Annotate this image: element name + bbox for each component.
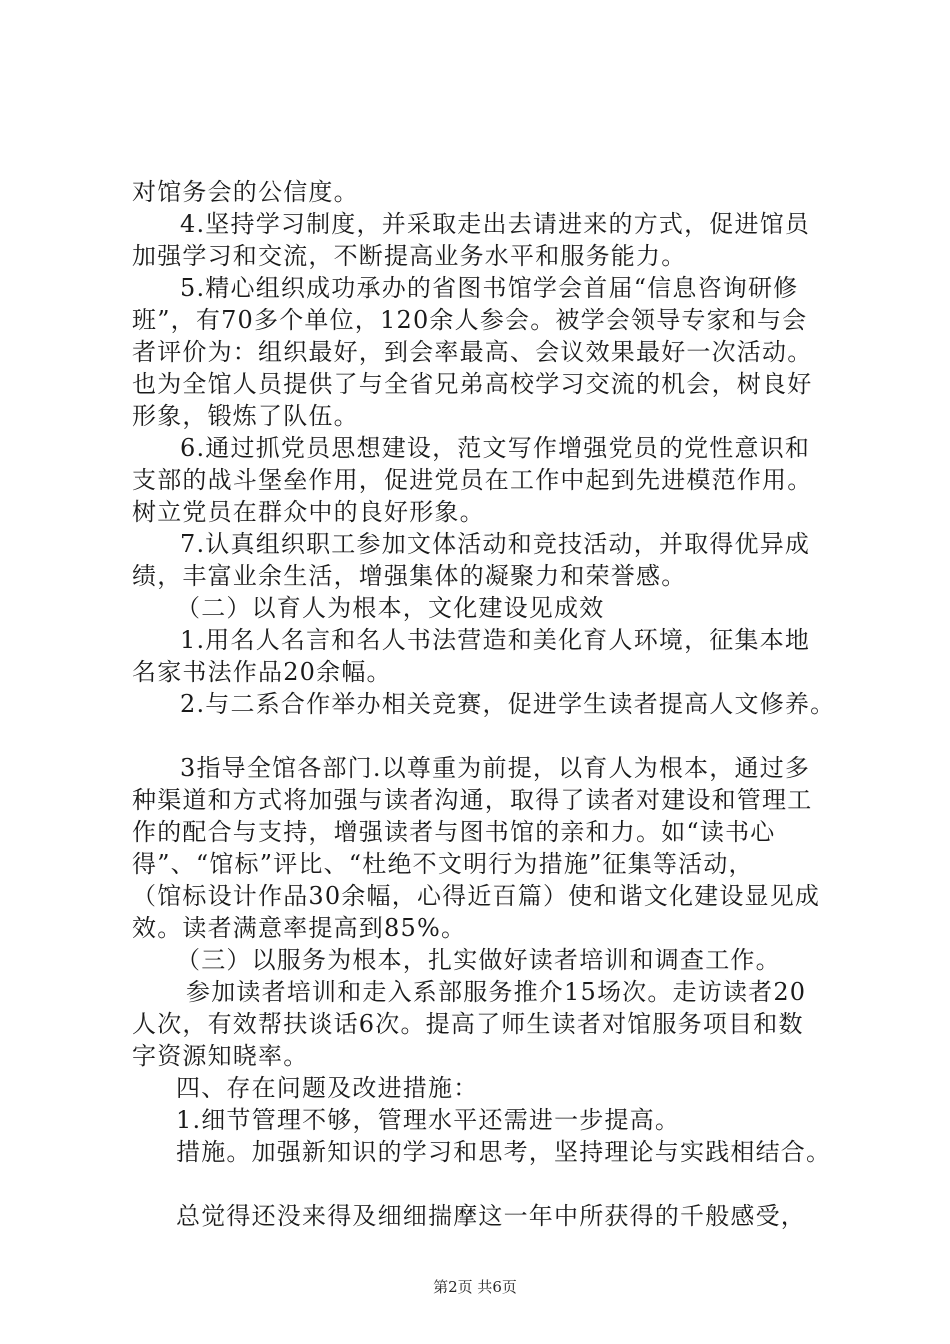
text-line: 班”，有70多个单位，120余人参会。被学会领导专家和与会	[132, 306, 808, 334]
text-line: 人次，有效帮扶谈话6次。提高了师生读者对馆服务项目和数	[132, 1010, 804, 1038]
text-line: 参加读者培训和走入系部服务推介15场次。走访读者20	[186, 978, 807, 1006]
text-line: 1.细节管理不够，管理水平还需进一步提高。	[176, 1106, 681, 1134]
text-line: 支部的战斗堡垒作用，促进党员在工作中起到先进模范作用。	[132, 466, 813, 494]
text-line: 1.用名人名言和名人书法营造和美化育人环境，征集本地	[180, 626, 811, 654]
text-line: 形象，锻炼了队伍。	[132, 402, 359, 430]
text-line: 2.与二系合作举办相关竞赛，促进学生读者提高人文修养。	[180, 690, 836, 718]
text-line: 对馆务会的公信度。	[132, 178, 359, 206]
section-heading: （二）以育人为根本，文化建设见成效	[176, 594, 605, 622]
text-line: 作的配合与支持，增强读者与图书馆的亲和力。如“读书心	[132, 818, 776, 846]
text-line: 也为全馆人员提供了与全省兄弟高校学习交流的机会，树良好	[132, 370, 813, 398]
text-line: 6.通过抓党员思想建设，范文写作增强党员的党性意识和	[180, 434, 811, 462]
text-line: 绩，丰富业余生活，增强集体的凝聚力和荣誉感。	[132, 562, 687, 590]
text-line: 7.认真组织职工参加文体活动和竞技活动，并取得优异成	[180, 530, 811, 558]
text-line: 加强学习和交流，不断提高业务水平和服务能力。	[132, 242, 687, 270]
text-line: 得”、“馆标”评比、“杜绝不文明行为措施”征集等活动，	[132, 850, 754, 878]
text-line: 5.精心组织成功承办的省图书馆学会首届“信息咨询研修	[180, 274, 799, 302]
text-line: 名家书法作品20余幅。	[132, 658, 392, 686]
text-line: 树立党员在群众中的良好形象。	[132, 498, 485, 526]
text-line: 者评价为：组织最好，到会率最高、会议效果最好一次活动。	[132, 338, 813, 366]
section-heading: 四、存在问题及改进措施：	[176, 1074, 479, 1102]
section-heading: （三）以服务为根本，扎实做好读者培训和调查工作。	[176, 946, 781, 974]
text-line: 措施。加强新知识的学习和思考，坚持理论与实践相结合。	[176, 1138, 832, 1166]
text-line: （馆标设计作品30余幅，心得近百篇）使和谐文化建设显见成	[132, 882, 821, 910]
text-line: 3指导全馆各部门.以尊重为前提，以育人为根本，通过多	[180, 754, 811, 782]
text-line: 效。读者满意率提高到85%。	[132, 914, 467, 942]
page-number-footer: 第2页 共6页	[433, 1278, 517, 1296]
text-line: 字资源知晓率。	[132, 1042, 309, 1070]
text-line: 总觉得还没来得及细细揣摩这一年中所获得的千般感受，	[176, 1202, 806, 1230]
text-line: 种渠道和方式将加强与读者沟通，取得了读者对建设和管理工	[132, 786, 813, 814]
text-line: 4.坚持学习制度，并采取走出去请进来的方式，促进馆员	[180, 210, 811, 238]
